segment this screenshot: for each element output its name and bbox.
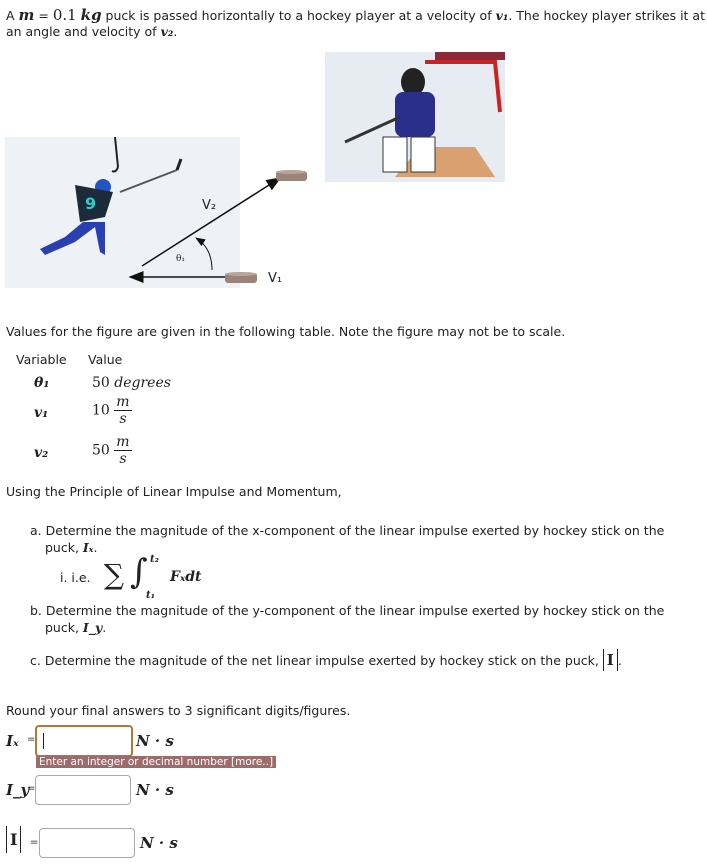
ix-input[interactable] [35,725,133,757]
value-theta1: 50 degrees [92,375,171,391]
equals: = [30,837,39,848]
svg-text:9: 9 [85,194,97,213]
vector-diagram [0,130,707,290]
i-net-label: I [6,826,21,853]
integral-symbol: ∫ [130,552,148,592]
equals: = [27,783,36,794]
upper-limit: t₂ [150,554,159,565]
round-note: Round your final answers to 3 significant digits/figures. [6,703,351,718]
value-v2: 50 $\frac{m}{s}$ [92,434,130,467]
var-v1: v₁ [34,405,49,421]
angle-arc [196,238,212,270]
input-hint[interactable]: Enter an integer or decimal number [more..] [36,756,276,768]
v1-label: V₁ [268,271,283,286]
iy-label: I_y [6,781,30,799]
sum-symbol: ∑ [104,558,124,591]
ix-label: Iₓ [6,732,19,750]
intro-line-1: A m = 0.1 kg puck is passed horizontally to a hockey player at a velocity of v₁. The hockey player strikes it at [6,6,705,24]
var-v2: v₂ [34,445,49,461]
table-header-variable: Variable [16,352,67,367]
iy-input[interactable] [35,775,131,805]
lower-limit: t₁ [146,590,155,601]
var-theta1: θ₁ [34,375,50,391]
text-cursor [43,733,44,749]
integrand: Fₓdt [170,569,202,585]
i-net-input[interactable] [39,828,135,858]
ie-label: i. i.e. [60,570,91,585]
theta-label: θ₁ [176,254,186,264]
i-net-unit: N · s [140,834,178,852]
table-header-value: Value [88,352,123,367]
ix-unit: N · s [136,732,174,750]
question-a-line2: puck, Iₓ. [45,540,98,555]
question-b: b. Determine the magnitude of the y-component of the linear impulse exerted by hockey stick on the [30,603,665,618]
v2-label: V₂ [202,198,217,213]
principle-text: Using the Principle of Linear Impulse and Momentum, [6,484,342,499]
question-b-line2: puck, I_y. [45,620,107,635]
iy-unit: N · s [136,781,174,799]
question-a: a. Determine the magnitude of the x-component of the linear impulse exerted by hockey stick on the [30,523,665,538]
question-c: c. Determine the magnitude of the net linear impulse exerted by hockey stick on the puck, I . [30,651,622,669]
values-note: Values for the figure are given in the following table. Note the figure may not be to scale. [6,324,566,339]
equals: = [27,734,36,745]
v2-arrow [142,178,280,266]
intro-line-2: an angle and velocity of v₂. [6,24,178,39]
value-v1: 10 $\frac{m}{s}$ [92,394,130,427]
